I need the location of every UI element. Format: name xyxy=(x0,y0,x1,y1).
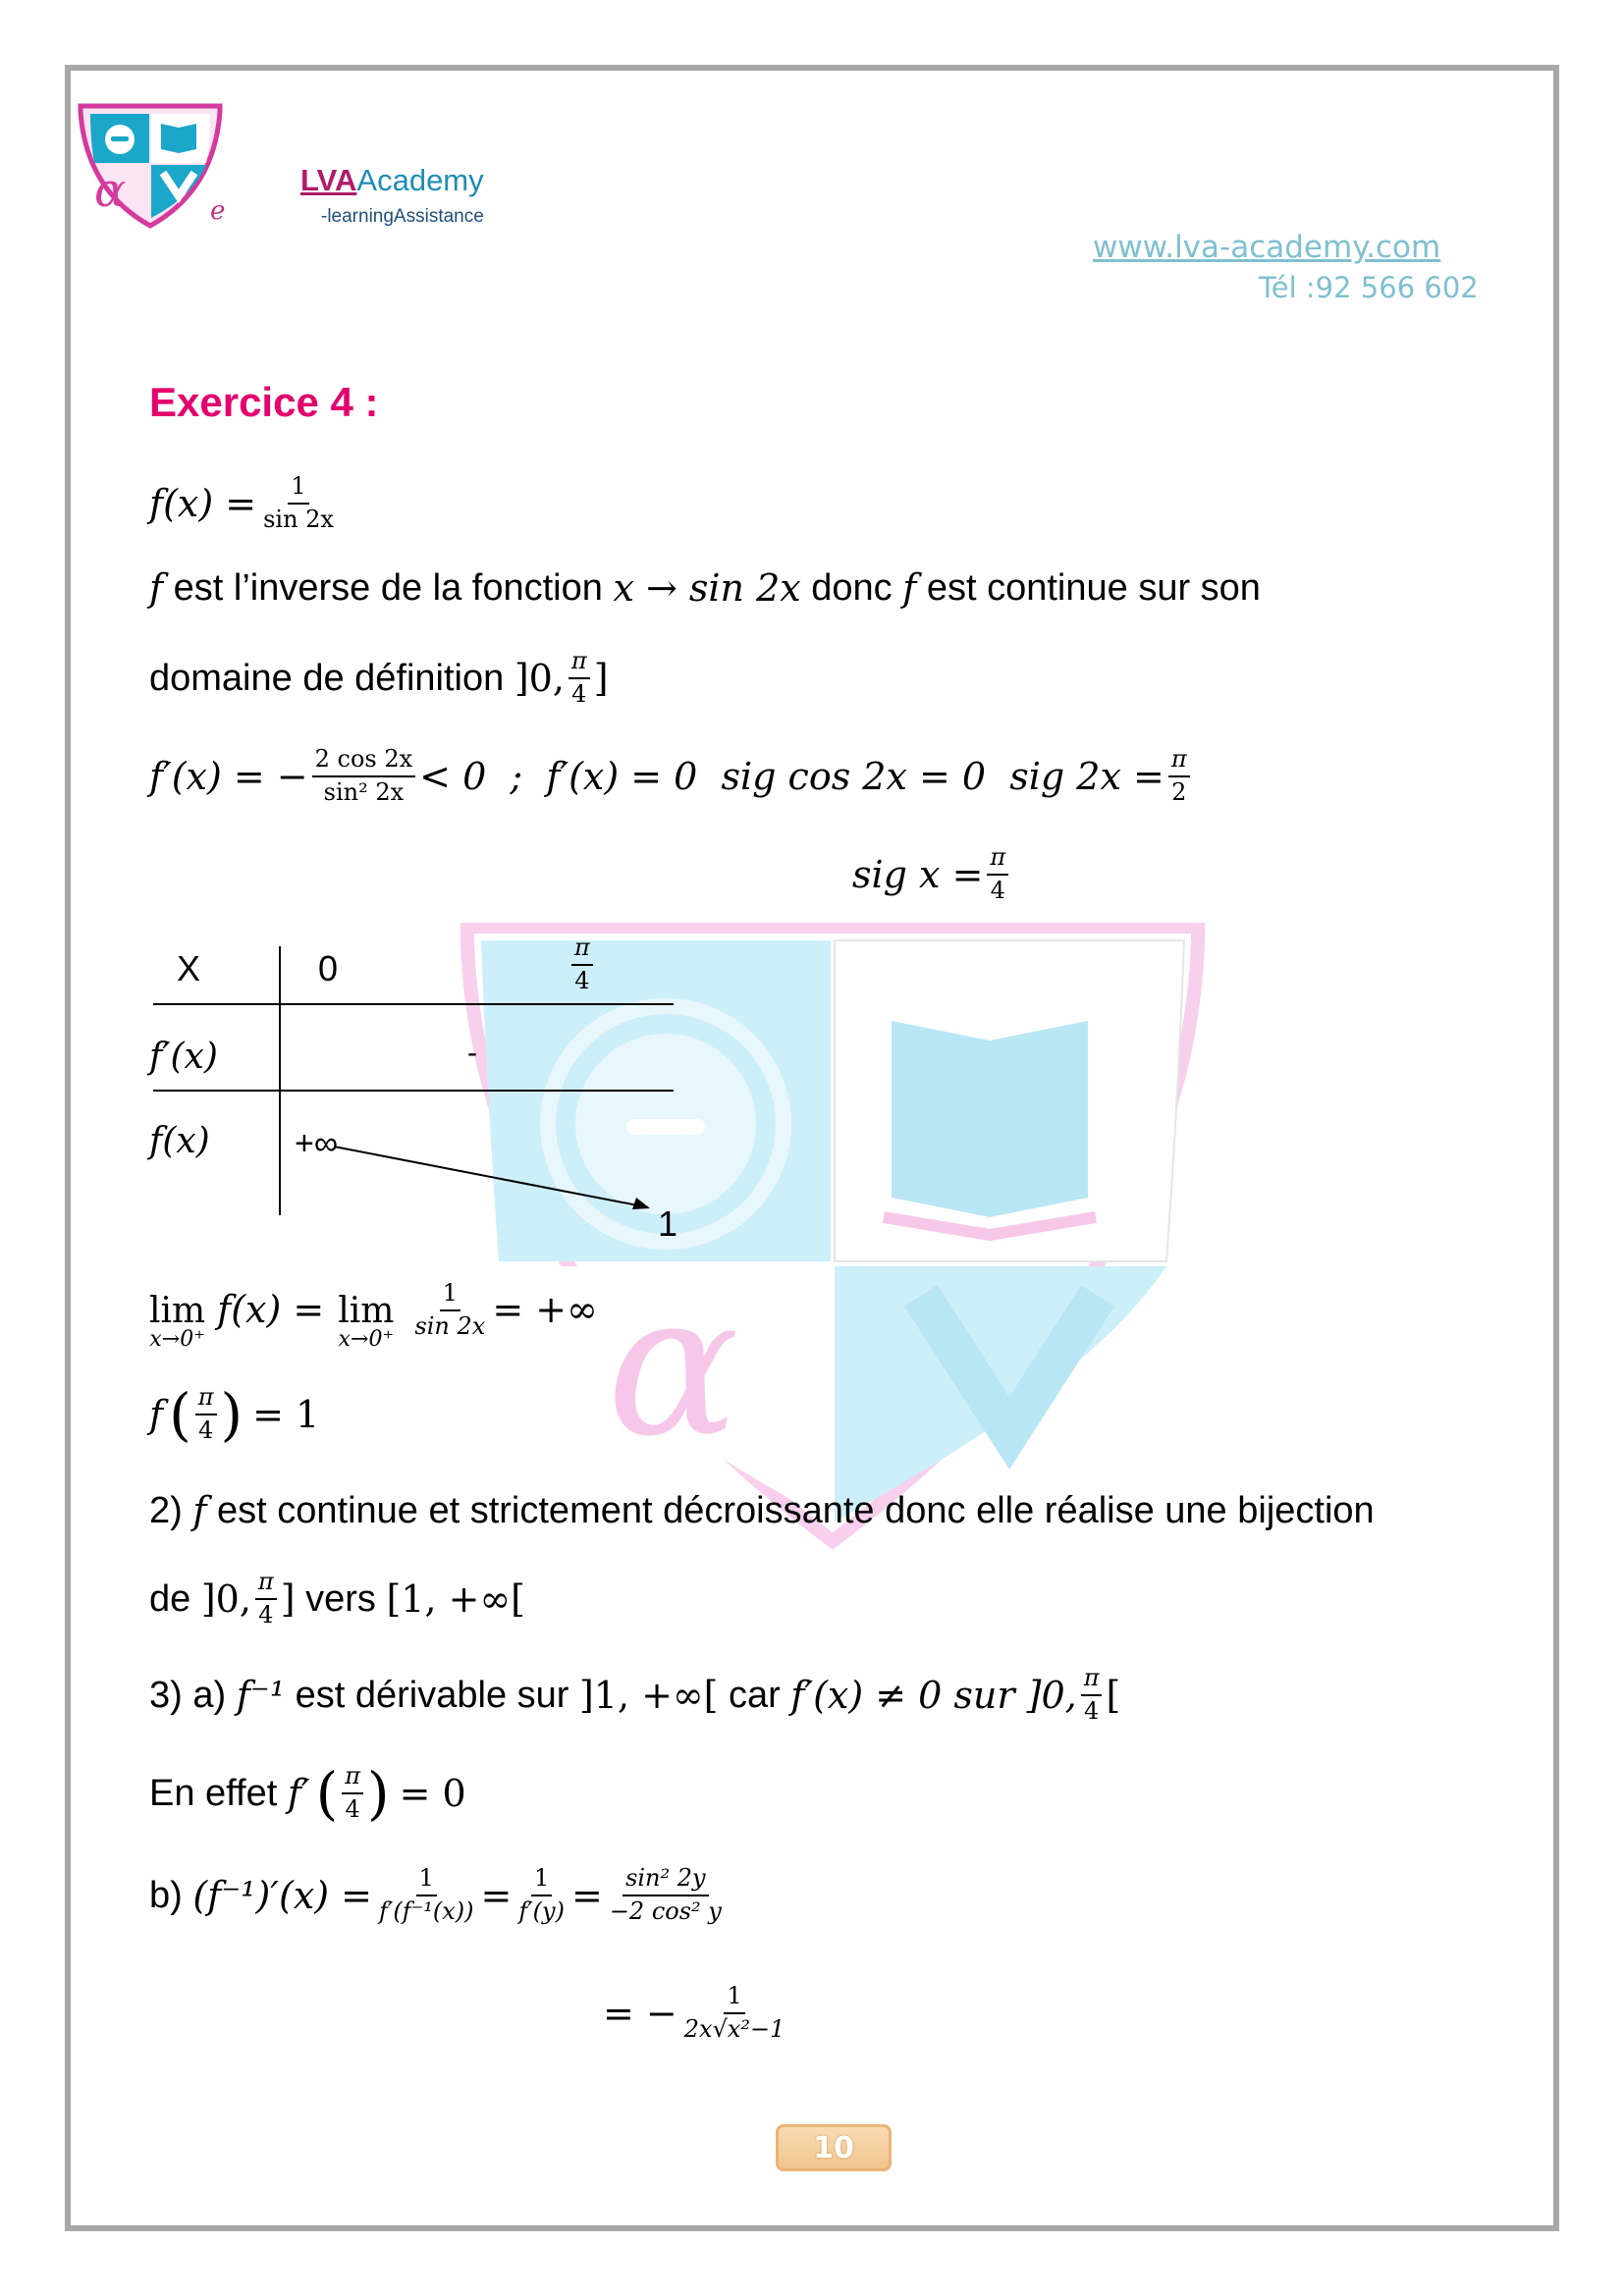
f-symbol: f xyxy=(192,1489,207,1532)
final-eq: = − xyxy=(603,1991,677,2035)
limit-line xyxy=(149,1279,598,1352)
f-prime: f′ xyxy=(287,1771,310,1815)
text: 3) a) xyxy=(149,1674,237,1716)
b-den: −2 cos² y xyxy=(609,1896,722,1925)
table-f-label: f(x) xyxy=(149,1121,210,1161)
four: 4 xyxy=(1083,1696,1100,1725)
equals: = xyxy=(480,1873,513,1917)
table-fp-sign: - xyxy=(467,1037,477,1069)
pi-over-4 xyxy=(1081,1665,1103,1725)
text: est dérivable sur xyxy=(285,1674,579,1716)
page-number-badge: 10 xyxy=(776,2124,892,2171)
def-num: 1 xyxy=(288,473,308,505)
question-2-line2 xyxy=(149,1569,525,1629)
lim-sub: x→0⁺ xyxy=(149,1327,205,1352)
interval-open: ]0, xyxy=(514,656,565,700)
solution-line xyxy=(852,844,1012,904)
interval: ]1, +∞[ xyxy=(578,1673,719,1717)
interval-close: [ xyxy=(1106,1673,1121,1717)
f-inverse: f⁻¹ xyxy=(236,1673,286,1717)
text: En effet xyxy=(149,1772,288,1814)
website-link[interactable]: www.lva-academy.com xyxy=(1093,230,1441,265)
interval: [1, +∞[ xyxy=(386,1576,525,1621)
academy-logo xyxy=(77,102,224,230)
table-fp-label: f′(x) xyxy=(149,1037,218,1077)
limit-num: 1 xyxy=(440,1280,460,1311)
pi: π xyxy=(987,844,1008,876)
b-fraction-2 xyxy=(515,1865,568,1925)
deriv-num: 2 cos 2x xyxy=(312,746,416,777)
effet-rhs: = 0 xyxy=(399,1771,466,1815)
fpi4-rhs: = 1 xyxy=(252,1392,320,1436)
lim-block xyxy=(338,1291,395,1352)
pi: π xyxy=(1168,746,1190,777)
limit-fx: f(x) = xyxy=(217,1288,325,1331)
limit-den: sin 2x xyxy=(414,1312,486,1340)
final-result-line xyxy=(603,1983,791,2043)
pi: π xyxy=(571,934,593,966)
lim: lim xyxy=(338,1291,395,1331)
f-symbol: f xyxy=(902,566,917,610)
b-den: f′(y) xyxy=(518,1896,565,1925)
text: est continue et strictement décroissante donc elle réalise une bijection xyxy=(206,1490,1375,1531)
brand-academy: Academy xyxy=(356,163,484,197)
four: 4 xyxy=(345,1794,360,1823)
svg-text:α: α xyxy=(94,163,127,218)
lim: lim xyxy=(149,1291,206,1331)
table-vertical-line xyxy=(279,946,281,1215)
deriv-fraction xyxy=(312,746,416,806)
function-definition xyxy=(149,473,341,533)
b-num: 1 xyxy=(531,1865,552,1896)
pi: π xyxy=(195,1384,217,1415)
f-symbol: f xyxy=(149,1392,164,1436)
phone-number: Tél :92 566 602 xyxy=(1259,271,1479,304)
table-f-end: 1 xyxy=(658,1203,678,1244)
f-symbol: f xyxy=(149,566,164,610)
final-den: 2x√x²−1 xyxy=(683,2014,785,2043)
domain-line xyxy=(149,648,609,708)
pi-over-4 xyxy=(987,844,1008,904)
pi-over-4 xyxy=(342,1763,363,1823)
def-lhs: f(x) = xyxy=(149,481,257,525)
exercise-title: Exercice 4 : xyxy=(149,379,379,425)
four: 4 xyxy=(258,1600,274,1629)
question-3a-line xyxy=(149,1665,1120,1725)
pi-over-4 xyxy=(255,1569,277,1629)
text: domaine de définition xyxy=(149,657,514,699)
b-num: 1 xyxy=(416,1865,437,1896)
text: car xyxy=(718,1674,791,1716)
brand-lva: LVA xyxy=(300,163,357,197)
sig-x: sig x = xyxy=(852,852,984,896)
table-row-line xyxy=(153,1090,674,1092)
pi: π xyxy=(342,1763,363,1794)
lim-sub: x→0⁺ xyxy=(338,1327,395,1352)
def-den: sin 2x xyxy=(263,505,334,533)
table-x-label: X xyxy=(177,948,201,988)
table-row-line xyxy=(153,1003,674,1005)
en-effet-line: En effet f′ ( $\frac{\pi}{4}$ ) = 0 xyxy=(149,1759,466,1827)
pi-over-4 xyxy=(568,648,590,708)
interval: ]0, xyxy=(200,1576,251,1621)
pi: π xyxy=(1081,1665,1103,1696)
text: b) xyxy=(149,1874,193,1916)
four: 4 xyxy=(197,1415,214,1444)
math-expr: x → sin 2x xyxy=(613,566,801,610)
text: 2) xyxy=(149,1490,193,1531)
four: 4 xyxy=(571,679,587,708)
deriv-den: sin² 2x xyxy=(323,777,405,806)
deriv-mid: < 0 ; f′(x) = 0 sig cos 2x = 0 sig 2x = xyxy=(419,754,1164,798)
limit-fraction xyxy=(411,1280,488,1340)
derivative-line xyxy=(149,746,1194,806)
b-lhs: (f⁻¹)′(x) = xyxy=(192,1873,372,1917)
two: 2 xyxy=(1171,777,1187,806)
continuity-line xyxy=(149,566,1261,610)
b-fraction-1 xyxy=(376,1865,477,1925)
question-b-line xyxy=(149,1865,729,1925)
table-x-end xyxy=(571,934,593,994)
final-fraction xyxy=(681,1983,788,2043)
interval-close: ] xyxy=(593,656,609,700)
pi: π xyxy=(568,648,590,679)
b-fraction-3 xyxy=(607,1865,725,1925)
question-2-line1 xyxy=(149,1489,1375,1532)
final-num: 1 xyxy=(724,1983,744,2014)
four: 4 xyxy=(990,876,1005,904)
four: 4 xyxy=(574,966,590,994)
table-x0: 0 xyxy=(318,948,339,988)
table-f-start: +∞ xyxy=(295,1125,339,1162)
def-fraction xyxy=(260,473,337,533)
text: est continue sur son xyxy=(916,567,1261,609)
condition: f′(x) ≠ 0 sur ]0, xyxy=(790,1673,1077,1717)
pi-over-2 xyxy=(1168,746,1190,806)
pi: π xyxy=(255,1569,277,1600)
text: de xyxy=(149,1577,201,1620)
brand-name xyxy=(300,163,484,198)
decreasing-arrow xyxy=(324,1139,658,1217)
lim-block xyxy=(149,1291,206,1352)
equals: = xyxy=(570,1873,603,1917)
b-den: f′(f⁻¹(x)) xyxy=(379,1896,474,1925)
logo-letter-e: e xyxy=(210,196,226,226)
interval-close: ] xyxy=(280,1576,296,1621)
b-num: sin² 2y xyxy=(623,1865,709,1896)
svg-text:α: α xyxy=(607,1252,740,1480)
text: vers xyxy=(295,1577,387,1620)
watermark-logo xyxy=(460,923,1206,1551)
text: donc xyxy=(800,567,903,609)
pi-over-4 xyxy=(195,1384,217,1444)
deriv-lhs: f′(x) = − xyxy=(149,754,308,798)
brand-subtitle: -learningAssistance xyxy=(321,206,484,227)
f-pi-over-4-line: f ( $\frac{\pi}{4}$ ) = 1 xyxy=(149,1380,320,1448)
text: est l’inverse de la fonction xyxy=(163,567,614,609)
limit-rhs: = +∞ xyxy=(492,1288,598,1331)
